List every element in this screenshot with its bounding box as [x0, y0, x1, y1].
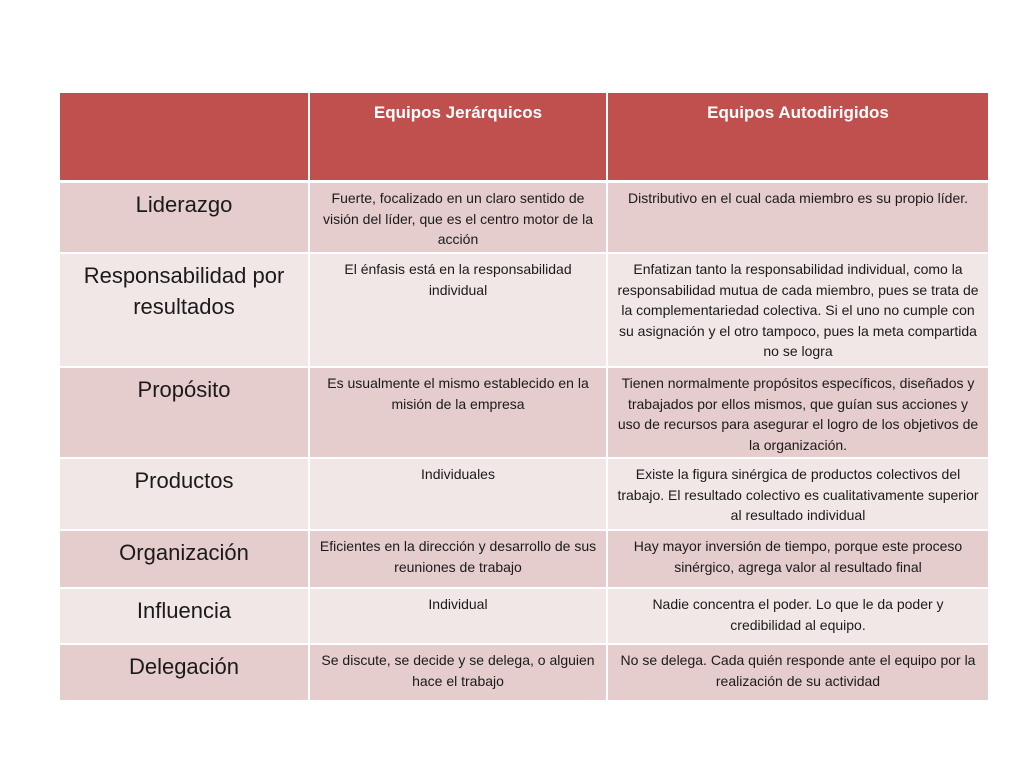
comparison-table: [60, 93, 988, 702]
row-label-responsabilidad: Responsabilidad por resultados: [60, 254, 310, 368]
table-row: [60, 183, 988, 254]
row-label-delegacion: Delegación: [60, 645, 310, 702]
row-label-organizacion: Organización: [60, 531, 310, 589]
table-row: [60, 531, 988, 589]
cell-autodirigidos: Existe la figura sinérgica de productos colectivos del trabajo. El resultado colectivo es cualitativamente superior al resultado individual: [608, 459, 988, 531]
row-label-productos: Productos: [60, 459, 310, 531]
row-label-liderazgo: Liderazgo: [60, 183, 310, 254]
header-corner-cell: [60, 93, 310, 183]
cell-autodirigidos: Tienen normalmente propósitos específicos, diseñados y trabajados por ellos mismos, que guían sus acciones y uso de recursos para asegurar el logro de los objetivos de la organización.: [608, 368, 988, 459]
cell-autodirigidos: Enfatizan tanto la responsabilidad individual, como la responsabilidad mutua de cada miembro, pues se trata de la complementariedad colectiva. Si el uno no cumple con su asignación y el otro tampoco, pues la meta compartida no se logra: [608, 254, 988, 368]
cell-jerarquicos: Eficientes en la dirección y desarrollo de sus reuniones de trabajo: [310, 531, 608, 589]
cell-jerarquicos: Individual: [310, 589, 608, 645]
table-row: [60, 254, 988, 368]
cell-jerarquicos: El énfasis está en la responsabilidad individual: [310, 254, 608, 368]
header-equipos-jerarquicos: Equipos Jerárquicos: [310, 93, 608, 183]
cell-autodirigidos: Nadie concentra el poder. Lo que le da poder y credibilidad al equipo.: [608, 589, 988, 645]
cell-autodirigidos: No se delega. Cada quién responde ante el equipo por la realización de su actividad: [608, 645, 988, 702]
table-row: [60, 459, 988, 531]
cell-jerarquicos: Individuales: [310, 459, 608, 531]
row-label-proposito: Propósito: [60, 368, 310, 459]
cell-autodirigidos: Hay mayor inversión de tiempo, porque este proceso sinérgico, agrega valor al resultado final: [608, 531, 988, 589]
table-row: [60, 368, 988, 459]
cell-jerarquicos: Se discute, se decide y se delega, o alguien hace el trabajo: [310, 645, 608, 702]
cell-autodirigidos: Distributivo en el cual cada miembro es su propio líder.: [608, 183, 988, 254]
cell-jerarquicos: Es usualmente el mismo establecido en la misión de la empresa: [310, 368, 608, 459]
table-row: [60, 645, 988, 702]
row-label-influencia: Influencia: [60, 589, 310, 645]
cell-jerarquicos: Fuerte, focalizado en un claro sentido de visión del líder, que es el centro motor de la acción: [310, 183, 608, 254]
header-equipos-autodirigidos: Equipos Autodirigidos: [608, 93, 988, 183]
header-row: [60, 93, 988, 183]
table-row: [60, 589, 988, 645]
